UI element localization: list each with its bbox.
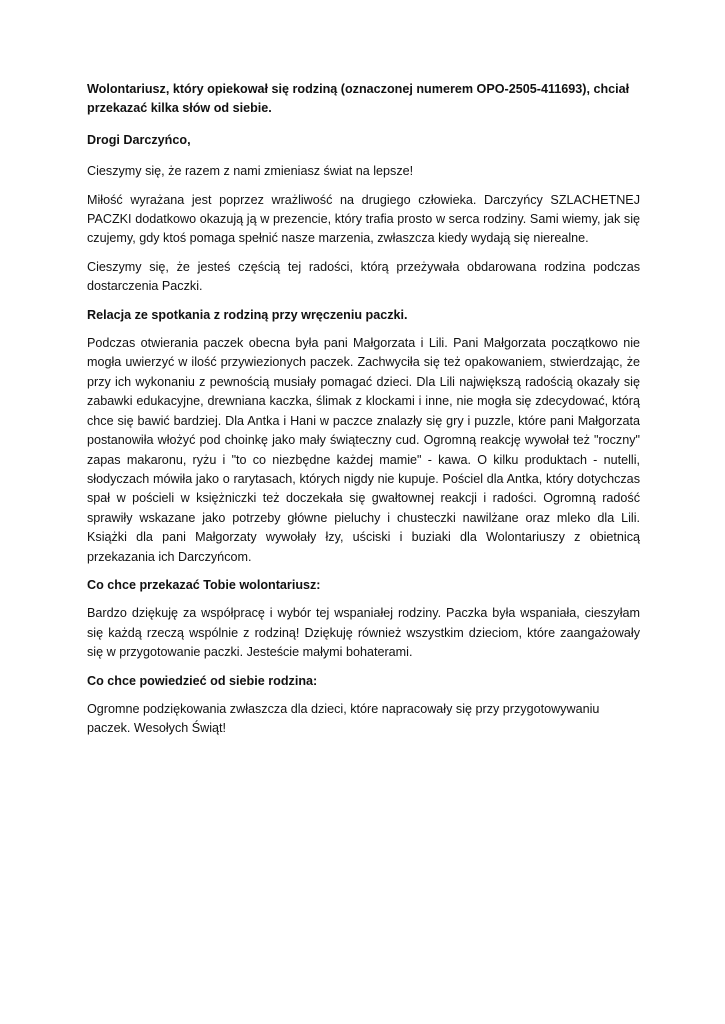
greeting: Drogi Darczyńco, [87, 132, 191, 147]
heading-volunteer: Co chce przekazać Tobie wolontariusz: [87, 577, 321, 592]
paragraph-volunteer: Bardzo dziękuję za współpracę i wybór tej wspaniałej rodziny. Paczka była wspaniała, cieszyłam się każdą rzeczą wspólnie z rodziną! Dziękuję również wszystkim dzieciom, które zaangażowały się w przygotowanie paczki. Jesteście małymi bohaterami. [87, 606, 640, 660]
paragraph-family: Ogromne podziękowania zwłaszcza dla dzieci, które napracowały się przy przygotowywaniu paczek. Wesołych Świąt! [87, 701, 600, 736]
paragraph-joy: Cieszymy się, że jesteś częścią tej radości, którą przeżywała obdarowana rodzina podczas dostarczenia Paczki. [87, 259, 640, 294]
paragraph-relation: Podczas otwierania paczek obecna była pani Małgorzata i Lili. Pani Małgorzata początkowo nie mogła uwierzyć w ilość przywiezionych paczek. Zachwyciła się też opakowaniem, stwierdzając, że przy ich wykonaniu z pewnością musiały pomagać dzieci. Dla Lili największą radością okazały się zabawki edukacyjne, drewniana kaczka, ślimak z klockami i inne, nie mogła się zdecydować, którą chce się bawić bardziej. Dla Antka i Hani w paczce znalazły się gry i puzzle, które pani Małgorzata postanowiła włożyć pod choinkę jako mały świąteczny cud. Ogromną reakcję wywołał też "roczny" zapas makaronu, ryżu i "to co niezbędne każdej mamie" - kawa. O kilku produktach - nutelli, słodyczach mówiła jako o rarytasach, których nigdy nie kupuje. Pościel dla Antka, który dotychczas spał w pościeli w księżniczki też doczekała się gwałtownej reakcji i radości. Ogromną radość sprawiły wskazane jako potrzeby główne pieluchy i chusteczki nawilżane oraz mleko dla Lili. Książki dla pani Małgorzaty wywołały łzy, uściski i buziaki dla Wolontariuszy z obietnicą przekazania ich Darczyńcom. [87, 336, 640, 564]
heading-relation: Relacja ze spotkania z rodziną przy wręczeniu paczki. [87, 307, 408, 322]
letter-page [87, 80, 640, 748]
paragraph-cheer: Cieszymy się, że razem z nami zmieniasz świat na lepsze! [87, 164, 414, 179]
intro-text: Wolontariusz, który opiekował się rodziną (oznaczonej numerem OPO-2505-411693), chciał przekazać kilka słów od siebie. [87, 82, 630, 116]
heading-family: Co chce powiedzieć od siebie rodzina: [87, 673, 318, 688]
paragraph-love: Miłość wyrażana jest poprzez wrażliwość na drugiego człowieka. Darczyńcy SZLACHETNEJ PACZKI dodatkowo okazują ją w prezencie, który trafia prosto w serca rodziny. Sami wiemy, jak się czujemy, gdy ktoś pomaga spełnić nasze marzenia, zwłaszcza kiedy wydają się nierealne. [87, 192, 640, 246]
